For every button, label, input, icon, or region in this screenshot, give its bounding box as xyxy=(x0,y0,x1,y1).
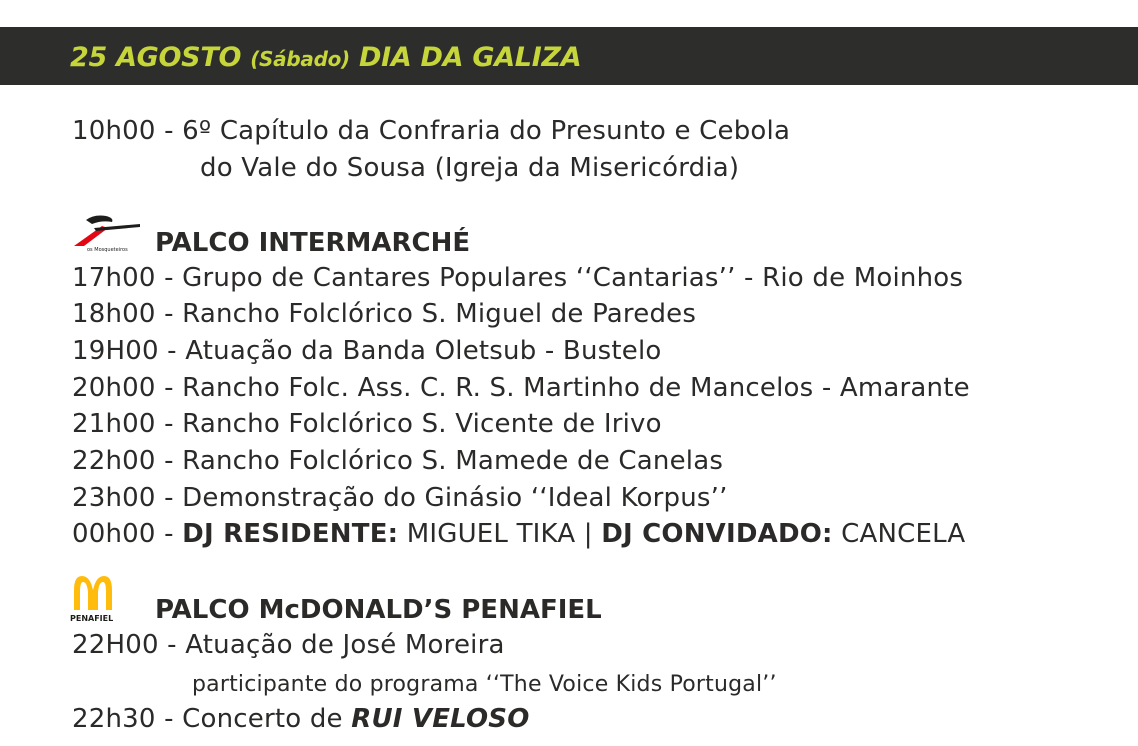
list-item: 22H00 - Atuação de José Moreira xyxy=(72,630,505,660)
list-item-sub: participante do programa ‘‘The Voice Kids Portugal’’ xyxy=(192,672,777,697)
os-mosqueteiros-logo-text: os Mosqueteiros xyxy=(87,247,128,252)
concert-artist: RUI VELOSO xyxy=(351,704,530,734)
dj-time: 00h00 - xyxy=(72,519,183,549)
mcdonalds-logo-icon xyxy=(70,572,122,624)
header-weekday: (Sábado) xyxy=(250,47,350,71)
concert-prefix: 22h30 - Concerto de xyxy=(72,704,352,734)
list-item: 22h00 - Rancho Folclórico S. Mamede de Canelas xyxy=(72,446,724,476)
mcdonalds-logo-text: PENAFIEL xyxy=(70,614,114,623)
list-item: 21h00 - Rancho Folclórico S. Vicente de Irivo xyxy=(72,409,662,439)
list-item xyxy=(72,706,530,732)
list-item: 20h00 - Rancho Folc. Ass. C. R. S. Martinho de Mancelos - Amarante xyxy=(72,373,970,403)
intro-line-2: do Vale do Sousa (Igreja da Misericórdia) xyxy=(200,153,740,183)
header-date: 25 AGOSTO xyxy=(70,42,242,73)
list-item: 19H00 - Atuação da Banda Oletsub - Bustelo xyxy=(72,336,662,366)
intro-line-1: 10h00 - 6º Capítulo da Confraria do Presunto e Cebola xyxy=(72,116,791,146)
dj-guest-name: CANCELA xyxy=(832,519,966,549)
dj-guest-label: DJ CONVIDADO: xyxy=(601,519,833,549)
stage2-title: PALCO McDONALD’S PENAFIEL xyxy=(155,595,602,625)
dj-resident-label: DJ RESIDENTE: xyxy=(182,519,399,549)
stage1-title: PALCO INTERMARCHÉ xyxy=(155,228,471,258)
dj-resident-name: MIGUEL TIKA | xyxy=(398,519,602,549)
list-item: 17h00 - Grupo de Cantares Populares ‘‘Cantarias’’ - Rio de Moinhos xyxy=(72,263,964,293)
list-item: 18h00 - Rancho Folclórico S. Miguel de Paredes xyxy=(72,299,697,329)
dj-line xyxy=(72,521,965,547)
os-mosqueteiros-logo-icon xyxy=(72,212,142,252)
header-title xyxy=(70,42,581,73)
list-item: 23h00 - Demonstração do Ginásio ‘‘Ideal Korpus’’ xyxy=(72,483,728,513)
header-event: DIA DA GALIZA xyxy=(358,42,582,73)
